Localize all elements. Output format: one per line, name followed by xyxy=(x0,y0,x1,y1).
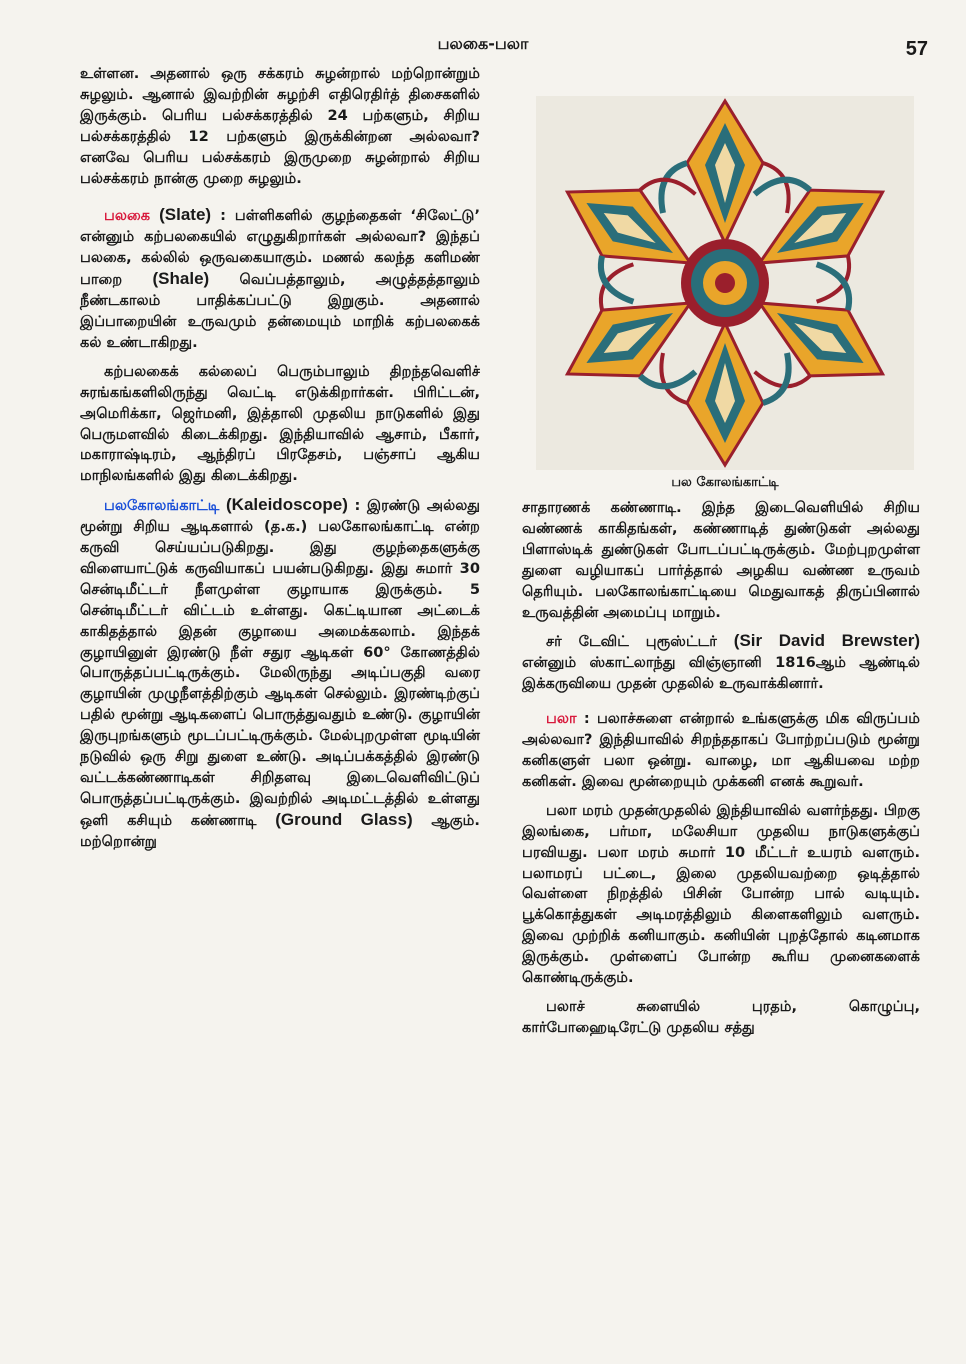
ground-glass-english: (Ground Glass) xyxy=(275,809,413,829)
brewster-english: (Sir David Brewster) xyxy=(733,631,920,651)
slate-text: : பள்ளிகளில் குழந்தைகள் ‘சிலேட்டு’ என்னும் கற்பலகையில் எழுதுகிறார்கள் அல்லவா? இந்தப் பலகை, கல்லில் ஒருவகையாகும். மணல் கலந்த களிமண் பாறை xyxy=(80,207,480,289)
page-number: 57 xyxy=(905,38,928,60)
entry-slate xyxy=(80,205,480,353)
paragraph-slate-mining: கற்பலகைக் கல்லைப் பெரும்பாலும் திறந்தவெளிச் சுரங்கங்களிலிருந்து வெட்டி எடுக்கிறார்கள். பிரிட்டன், அமெரிக்கா, ஜெர்மனி, இத்தாலி முதலிய நாடுகளில் இது பெருமளவில் கிடைக்கிறது. இந்தியாவில் ஆசாம், பீகார், மகாராஷ்டிரம், ஆந்திரப் பிரதேசம், பஞ்சாப் ஆகிய மாநிலங்களில் இது கிடைக்கிறது. xyxy=(80,362,480,485)
brewster-tamil: சர் டேவிட் புரூஸ்ட்டர் xyxy=(546,633,717,651)
entry-jackfruit xyxy=(522,709,920,793)
paragraph-kaleidoscope-cont: சாதாரணக் கண்ணாடி. இந்த இடைவெளியில் சிறிய வண்ணக் காகிதங்கள், கண்ணாடித் துண்டுகள் அல்லது பிளாஸ்டிக் துண்டுகள் போடப்பட்டிருக்கும். மேற்புறமுள்ள துளை வழியாகப் பார்த்தால் அழகிய வண்ண உருவம் தெரியும். பலகோலங்காட்டியை மெதுவாகத் திருப்பினால் உருவத்தின் அமைப்பு மாறும். xyxy=(522,499,920,621)
term-slate: பலகை xyxy=(104,207,151,225)
kaleidoscope-pattern-image xyxy=(536,96,914,470)
brewster-text: என்னும் ஸ்காட்லாந்து விஞ்ஞானி 1816ஆம் ஆண்டில் இக்கருவியை முதன் முதலில் உருவாக்கினார். xyxy=(522,654,920,693)
figure-caption: பல கோலங்காட்டி xyxy=(671,475,779,490)
paragraph-gears: உள்ளன. அதனால் ஒரு சக்கரம் சுழன்றால் மற்றொன்றும் சுழலும். ஆனால் இவற்றின் சுழற்சி எதிரெதிர்த் திசைகளில் இருக்கும். பெரிய பல்சக்கரத்தில் 24 பற்களும், சிறிய பல்சக்கரத்தில் 12 பற்களும் இருக்கின்றன அல்லவா? எனவே பெரிய பல்சக்கரம் இருமுறை சுழன்றால் சிறிய பல்சக்கரம் நான்கு முறை சுழலும். xyxy=(80,65,480,187)
kaleidoscope-text: : இரண்டு அல்லது மூன்று சிறிய ஆடிகளால் (த.க.) பலகோலங்காட்டி என்ற கருவி செய்யப்படுகிறது. இது குழந்தைகளுக்கு விளையாட்டுக் கருவியாகப் பயன்படுகிறது. இது சுமார் 30 சென்டிமீட்டர் நீளமுள்ள குழாயாக இருக்கும். 5 சென்டிமீட்டர் விட்டம் உள்ளது. கெட்டியான அட்டைக் காகிதத்தால் இதன் குழாயை அமைக்கலாம். இந்தக் குழாயினுள் இரண்டு நீள் சதுர ஆடிகள் 60° கோணத்தில் பொருத்தப்பட்டிருக்கும். மேலிருந்து அடிப்பகுதி வரை குழாயின் முழுநீளத்திற்கும் ஆடிகள் செல்லும். இரண்டிற்குப் பதில் மூன்று ஆடிகளைப் பொருத்துவதும் உண்டு. குழாயின் இருபுறங்களும் மூடப்பட்டிருக்கும். மேல்புறமுள்ள மூடியின் நடுவில் ஒரு சிறு துளை உண்டு. அடிப்பக்கத்தில் இரண்டு வட்டக்கண்ணாடிகள் சிறிதளவு இடைவெளிவிட்டுப் பொருத்தப்பட்டிருக்கும். இவற்றில் அடிமட்டத்தில் உள்ளது ஒளி கசியும் கண்ணாடி xyxy=(80,497,480,829)
paragraph-jackfruit-nutrition: பலாச் சுளையில் புரதம், கொழுப்பு, கார்போஹைடிரேட்டு முதலிய சத்து xyxy=(522,997,920,1036)
paragraph-brewster xyxy=(522,631,920,695)
shale-english: (Shale) xyxy=(152,269,210,289)
term-jackfruit: பலா xyxy=(546,710,577,728)
slate-text-2: வெப்பத்தாலும், அழுத்தத்தாலும் நீண்டகாலம் பாதிக்கப்பட்டு இறுகும். அதனால் இப்பாறையின் உருவமும் தன்மையும் மாறிக் கற்பலகைக் கல் உண்டாகிறது. xyxy=(80,271,480,351)
slate-english: (Slate) xyxy=(159,205,212,225)
right-column xyxy=(522,498,920,1047)
kaleidoscope-text-2: ஆகும். மற்றொன்று xyxy=(80,811,480,850)
paragraph-jackfruit-tree: பலா மரம் முதன்முதலில் இந்தியாவில் வளர்ந்தது. பிறகு இலங்கை, பர்மா, மலேசியா முதலிய நாடுகளுக்குப் பரவியது. பலா மரம் சுமார் 10 மீட்டர் உயரம் வளரும். பலாமரப் பட்டை, இலை முதலியவற்றை ஒடித்தால் வெள்ளை நிறத்தில் பிசின் போன்ற பால் வடியும். பூக்கொத்துகள் அடிமரத்திலும் கிளைகளிலும் வளரும். இவை முற்றிக் கனியாகும். கனியின் புறத்தோல் கடினமாக இருக்கும். முள்ளைப் போன்ற கூரிய முனைகளைக் கொண்டிருக்கும். xyxy=(522,801,920,987)
entry-kaleidoscope xyxy=(80,495,480,852)
kaleidoscope-english: (Kaleidoscope) xyxy=(226,495,348,515)
jackfruit-text: : பலாச்சுளை என்றால் உங்களுக்கு மிக விருப்பம் அல்லவா? இந்தியாவில் சிறந்ததாகப் போற்றப்படும் மூன்று கனிகளுள் பலா ஒன்று. வாழை, மா ஆகியவை மற்ற கனிகள். இவை மூன்றையும் முக்கனி எனக் கூறுவர். xyxy=(522,710,920,790)
term-kaleidoscope: பலகோலங்காட்டி xyxy=(104,497,220,515)
left-column xyxy=(80,64,480,861)
kaleidoscope-figure xyxy=(536,96,914,470)
running-head: பலகை-பலா xyxy=(437,34,529,53)
